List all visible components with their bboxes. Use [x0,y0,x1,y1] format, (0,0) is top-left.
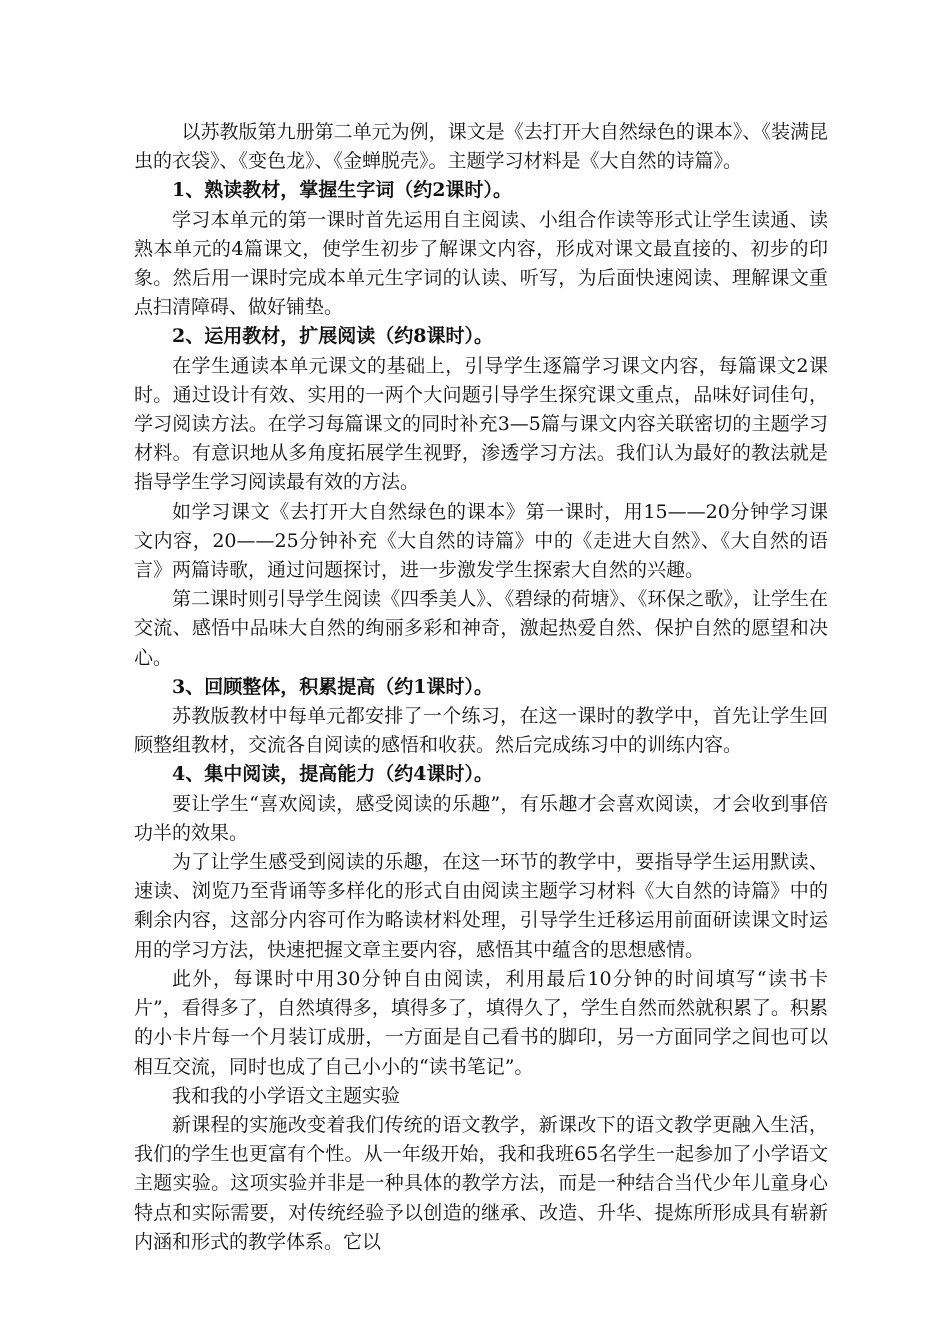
intro-paragraph: 以苏教版第九册第二单元为例，课文是《去打开大自然绿色的课本》、《装满昆虫的衣袋》、《变色龙》、《金蝉脱壳》。主题学习材料是《大自然的诗篇》。 [134,121,828,173]
body-paragraph: 如学习课文《去打开大自然绿色的课本》第一课时，用15——20分钟学习课文内容，20——25分钟补充《大自然的诗篇》中的《走进大自然》、《大自然的语言》两篇诗歌，通过问题探讨，进一步激发学生探索大自然的兴趣。 [134,500,828,582]
section-heading-3: 3、回顾整体，积累提高（约1课时）。 [172,675,493,698]
section-heading-2: 2、运用教材，扩展阅读（约8课时）。 [172,325,493,348]
document-body [134,118,828,1257]
body-paragraph: 新课程的实施改变着我们传统的语文教学，新课改下的语文教学更融入生活，我们的学生也更富有个性。从一年级开始，我和我班65名学生一起参加了小学语文主题实验。这项实验并非是一种具体的教学方法，而是一种结合当代少年儿童身心特点和实际需要，对传统经验予以创造的继承、改造、升华、提炼所形成具有崭新内涵和形式的教学体系。它以 [134,1113,828,1253]
body-paragraph: 为了让学生感受到阅读的乐趣，在这一环节的教学中，要指导学生运用默读、速读、浏览乃至背诵等多样化的形式自由阅读主题学习材料《大自然的诗篇》中的剩余内容，这部分内容可作为略读材料处理，引导学生迁移运用前面研读课文时运用的学习方法，快速把握文章主要内容，感悟其中蕴含的思想感情。 [134,851,828,961]
section-heading-1: 1、熟读教材，掌握生字词（约2课时）。 [172,179,512,202]
section-heading-4: 4、集中阅读，提高能力（约4课时）。 [172,763,493,786]
body-paragraph: 此外，每课时中用30分钟自由阅读，利用最后10分钟的时间填写“读书卡片”，看得多了，自然填得多，填得多了，填得久了，学生自然而然就积累了。积累的小卡片每一个月装订成册，一方面是自己看书的脚印，另一方面同学之间也可以相互交流，同时也成了自己小小的“读书笔记”。 [134,967,828,1078]
body-paragraph: 在学生通读本单元课文的基础上，引导学生逐篇学习课文内容，每篇课文2课时。通过设计有效、实用的一两个大问题引导学生探究课文重点，品味好词佳句，学习阅读方法。在学习每篇课文的同时补充3—5篇与课文内容关联密切的主题学习材料。有意识地从多角度拓展学生视野，渗透学习方法。我们认为最好的教法就是指导学生学习阅读最有效的方法。 [134,354,828,494]
body-paragraph: 第二课时则引导学生阅读《四季美人》、《碧绿的荷塘》、《环保之歌》，让学生在交流、感悟中品味大自然的绚丽多彩和神奇，激起热爱自然、保护自然的愿望和决心。 [134,588,828,669]
body-paragraph: 学习本单元的第一课时首先运用自主阅读、小组合作读等形式让学生读通、读熟本单元的4篇课文，使学生初步了解课文内容，形成对课文最直接的、初步的印象。然后用一课时完成本单元生字词的认读、听写，为后面快速阅读、理解课文重点扫清障碍、做好铺垫。 [134,208,828,319]
body-paragraph: 苏教版教材中每单元都安排了一个练习，在这一课时的教学中，首先让学生回顾整组教材，交流各自阅读的感悟和收获。然后完成练习中的训练内容。 [134,705,828,757]
subtitle-line: 我和我的小学语文主题实验 [172,1084,401,1107]
body-paragraph: 要让学生“喜欢阅读，感受阅读的乐趣”，有乐趣才会喜欢阅读，才会收到事倍功半的效果。 [134,792,828,844]
